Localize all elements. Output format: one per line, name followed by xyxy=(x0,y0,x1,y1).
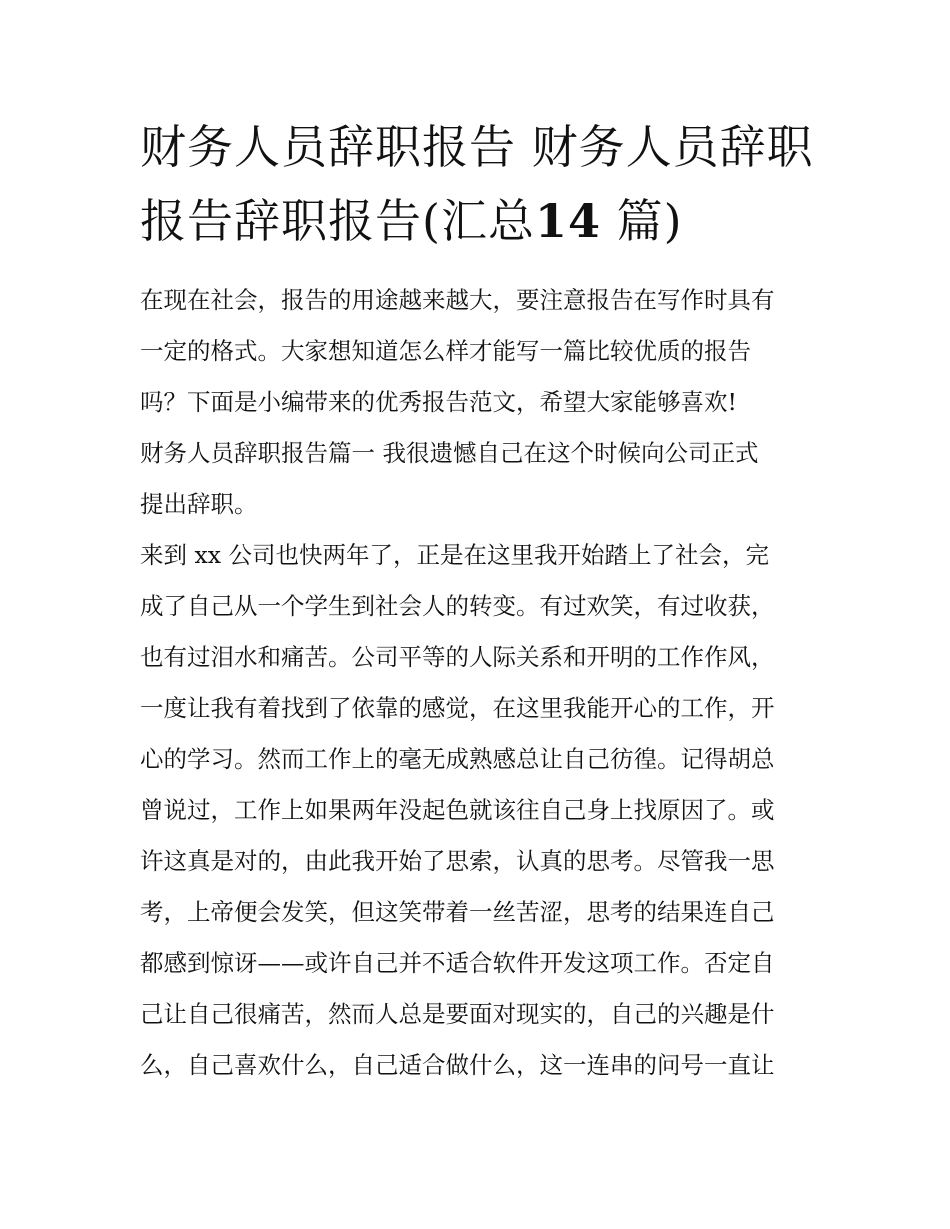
body-line: 一定的格式。大家想知道怎么样才能写一篇比较优质的报告 xyxy=(140,337,751,365)
document-title xyxy=(140,110,820,258)
body-line: 提出辞职。 xyxy=(140,490,258,518)
body-line: 也有过泪水和痛苦。公司平等的人际关系和开明的工作作风， xyxy=(140,643,775,671)
body-line: 己让自己很痛苦，然而人总是要面对现实的，自己的兴趣是什 xyxy=(140,1000,775,1028)
body-line: 财务人员辞职报告篇一 我很遗憾自己在这个时候向公司正式 xyxy=(140,439,759,467)
body-line: 来到 xx 公司也快两年了，正是在这里我开始踏上了社会，完 xyxy=(140,541,769,569)
body-line: 曾说过，工作上如果两年没起色就该往自己身上找原因了。或 xyxy=(140,796,775,824)
document-body xyxy=(140,282,812,1098)
title-suffix: 篇) xyxy=(616,194,683,248)
body-line: 一度让我有着找到了依靠的感觉，在这里我能开心的工作，开 xyxy=(140,694,775,722)
body-line: 么，自己喜欢什么，自己适合做什么，这一连串的问号一直让 xyxy=(140,1051,775,1079)
body-line: 吗？下面是小编带来的优秀报告范文，希望大家能够喜欢! xyxy=(140,388,737,416)
body-line: 考，上帝便会发笑，但这笑带着一丝苦涩，思考的结果连自己 xyxy=(140,898,775,926)
title-text: 财务人员辞职报告 财务人员辞职报告辞职报告(汇总 xyxy=(140,120,814,248)
body-line: 许这真是对的，由此我开始了思索，认真的思考。尽管我一思 xyxy=(140,847,775,875)
body-line: 在现在社会，报告的用途越来越大，要注意报告在写作时具有 xyxy=(140,286,775,314)
title-number: 14 xyxy=(534,194,601,248)
body-line: 心的学习。然而工作上的毫无成熟感总让自己彷徨。记得胡总 xyxy=(140,745,775,773)
body-line: 成了自己从一个学生到社会人的转变。有过欢笑，有过收获， xyxy=(140,592,775,620)
body-line: 都感到惊讶——或许自己并不适合软件开发这项工作。否定自 xyxy=(140,949,775,977)
